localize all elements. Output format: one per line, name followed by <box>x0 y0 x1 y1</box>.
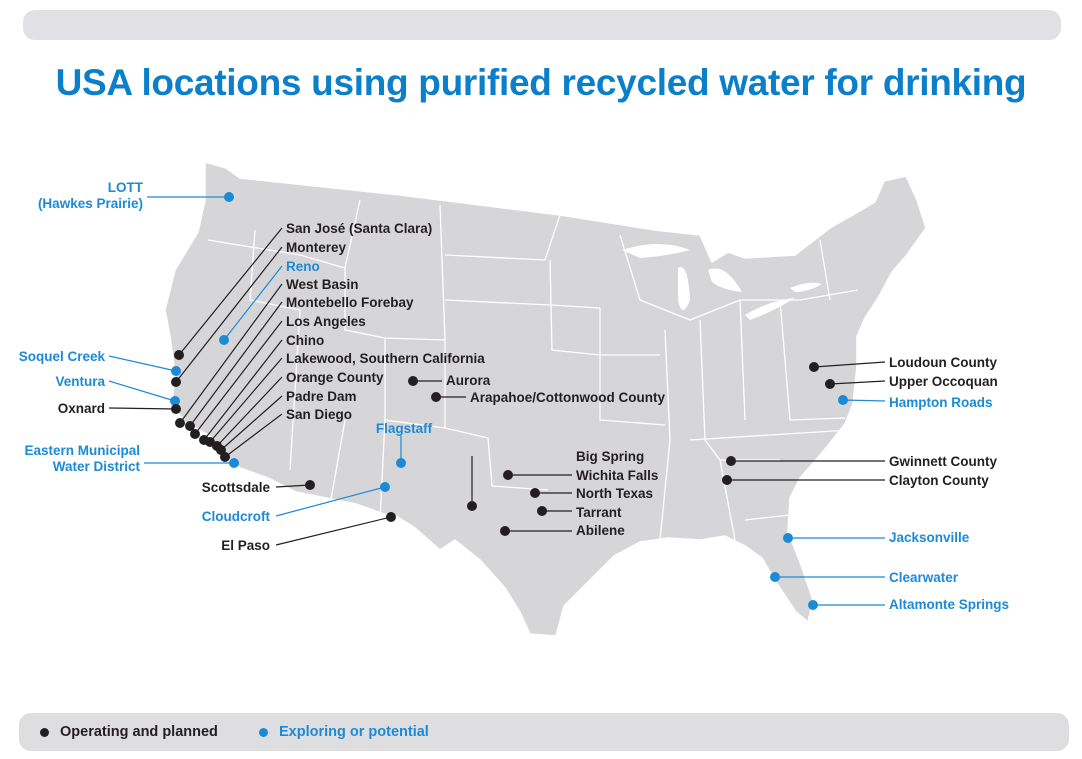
location-label: Cloudcroft <box>201 509 270 524</box>
leader-line <box>276 517 391 545</box>
location-label: Upper Occoquan <box>889 374 998 389</box>
operating-marker <box>809 362 819 372</box>
location-label: San Diego <box>286 407 353 422</box>
location-label: Altamonte Springs <box>889 597 1010 612</box>
location-label: Oxnard <box>57 401 105 416</box>
location-label: Gwinnett County <box>889 454 997 469</box>
legend-operating-dot <box>40 728 49 737</box>
location-label: El Paso <box>221 538 270 553</box>
location-label: Scottsdale <box>201 480 270 495</box>
exploring-marker <box>808 600 818 610</box>
location-label: Los Angeles <box>286 314 366 329</box>
location-label: Abilene <box>576 523 625 538</box>
location-label: Loudoun County <box>889 355 997 370</box>
operating-marker <box>171 404 181 414</box>
operating-marker <box>408 376 418 386</box>
location-label: Monterey <box>286 240 347 255</box>
location-label: Flagstaff <box>375 421 433 436</box>
operating-marker <box>386 512 396 522</box>
operating-marker <box>537 506 547 516</box>
location-label: Big Spring <box>576 449 645 464</box>
operating-marker <box>500 526 510 536</box>
legend-operating-label: Operating and planned <box>60 724 218 740</box>
operating-marker <box>530 488 540 498</box>
legend-exploring-label: Exploring or potential <box>279 724 429 740</box>
operating-marker <box>305 480 315 490</box>
operating-marker <box>431 392 441 402</box>
location-label: Hampton Roads <box>889 395 993 410</box>
operating-marker <box>825 379 835 389</box>
exploring-marker <box>783 533 793 543</box>
location-label: Orange County <box>286 370 384 385</box>
exploring-marker <box>229 458 239 468</box>
exploring-marker <box>770 572 780 582</box>
exploring-marker <box>380 482 390 492</box>
location-hampton-roads <box>838 395 993 410</box>
legend-operating <box>40 713 218 751</box>
location-jacksonville <box>783 530 970 545</box>
location-eastern-municipal-water-district <box>24 443 239 474</box>
location-label: Lakewood, Southern California <box>286 351 485 366</box>
legend-exploring <box>259 713 429 751</box>
operating-marker <box>220 452 230 462</box>
location-label: Soquel Creek <box>18 349 105 364</box>
leader-line <box>109 356 176 371</box>
location-label: Arapahoe/Cottonwood County <box>470 390 665 405</box>
location-label: Clearwater <box>889 570 959 585</box>
operating-marker <box>174 350 184 360</box>
location-label: Padre Dam <box>286 389 357 404</box>
operating-marker <box>175 418 185 428</box>
operating-marker <box>171 377 181 387</box>
exploring-marker <box>838 395 848 405</box>
location-soquel-creek <box>19 349 181 376</box>
legend <box>19 713 1069 751</box>
leader-line <box>109 381 175 401</box>
location-label: Chino <box>286 333 325 348</box>
location-label: Clayton County <box>889 473 989 488</box>
exploring-marker <box>171 366 181 376</box>
page-title: USA locations using purified recycled water for drinking <box>55 62 1027 103</box>
exploring-marker <box>396 458 406 468</box>
operating-marker <box>722 475 732 485</box>
exploring-marker <box>219 335 229 345</box>
location-label: Tarrant <box>576 505 622 520</box>
location-label: Aurora <box>446 373 491 388</box>
location-label: Wichita Falls <box>576 468 659 483</box>
operating-marker <box>190 429 200 439</box>
location-label: Reno <box>286 259 320 274</box>
operating-marker <box>503 470 513 480</box>
location-label: LOTT (Hawkes Prairie) <box>37 180 143 211</box>
location-oxnard <box>58 401 181 416</box>
operating-marker <box>726 456 736 466</box>
location-label: West Basin <box>286 277 359 292</box>
location-label: Montebello Forebay <box>286 295 414 310</box>
location-altamonte-springs <box>808 597 1009 612</box>
location-label: North Texas <box>576 486 654 501</box>
operating-marker <box>467 501 477 511</box>
location-label: Eastern Municipal Water District <box>24 443 140 474</box>
location-label: San José (Santa Clara) <box>286 221 433 236</box>
exploring-marker <box>224 192 234 202</box>
location-label: Ventura <box>55 374 105 389</box>
location-label: Jacksonville <box>889 530 970 545</box>
legend-exploring-dot <box>259 728 268 737</box>
leader-line <box>109 408 176 409</box>
